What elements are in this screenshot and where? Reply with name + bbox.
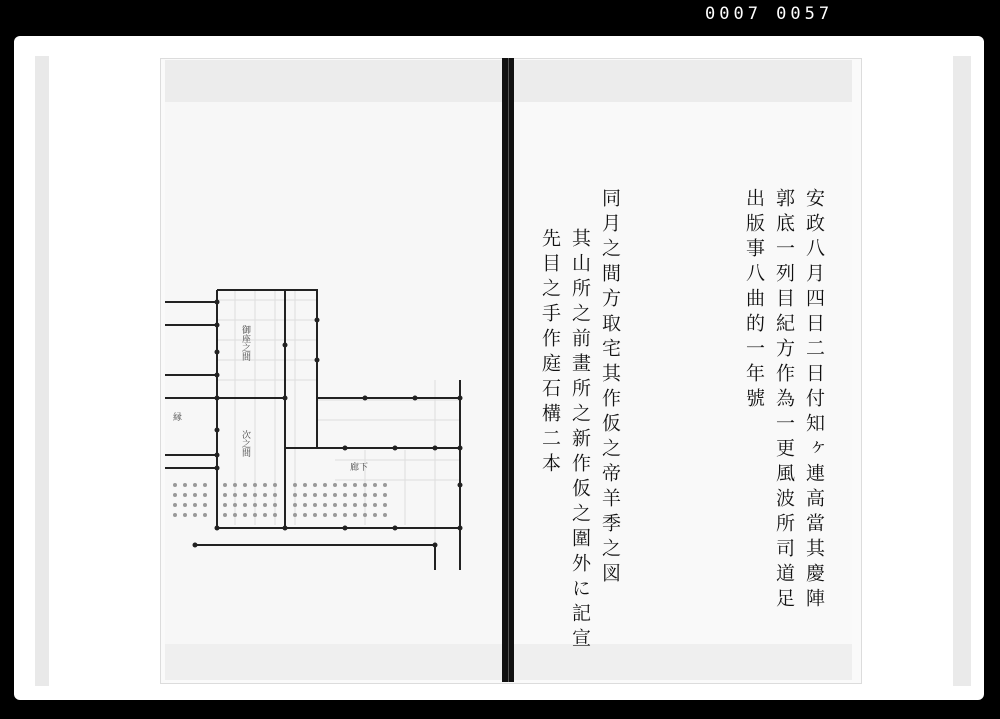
left-page-bottom-band	[165, 644, 505, 680]
mount-shade-left	[35, 56, 49, 686]
right-page-top-band	[512, 60, 852, 102]
mount-shade-right	[953, 56, 971, 686]
plan-label-next-room: 次之間	[240, 430, 250, 457]
plan-garden-dots	[173, 483, 387, 517]
frame-id: 0007 0057	[705, 4, 834, 24]
plan-posts	[193, 300, 463, 548]
plan-label-main-room: 御座之間	[240, 325, 250, 361]
right-text-column-1: 安政八月四日二日付知ヶ連高當其慶陣	[803, 188, 825, 613]
middle-text-column-1: 同月之間方取宅其作仮之帝羊季之図	[599, 188, 621, 588]
plan-label-veranda: 縁	[173, 413, 183, 423]
plan-walls	[165, 290, 460, 570]
middle-text-column-3: 先目之手作庭石構二本	[539, 228, 561, 478]
gutter-line	[508, 58, 509, 682]
right-page-bottom-band	[512, 644, 852, 680]
right-page	[512, 60, 852, 680]
plan-label-corridor: 廊下	[350, 463, 369, 473]
right-text-column-2: 郭底一列目紀方作為一更風波所司道足	[773, 188, 795, 613]
floor-plan-drawing	[165, 280, 465, 580]
left-page-top-band	[165, 60, 505, 102]
middle-text-column-2: 其山所之前畫所之新作仮之圍外に記宣	[569, 228, 591, 653]
right-text-column-3: 出版事八曲的一年號	[743, 188, 765, 413]
